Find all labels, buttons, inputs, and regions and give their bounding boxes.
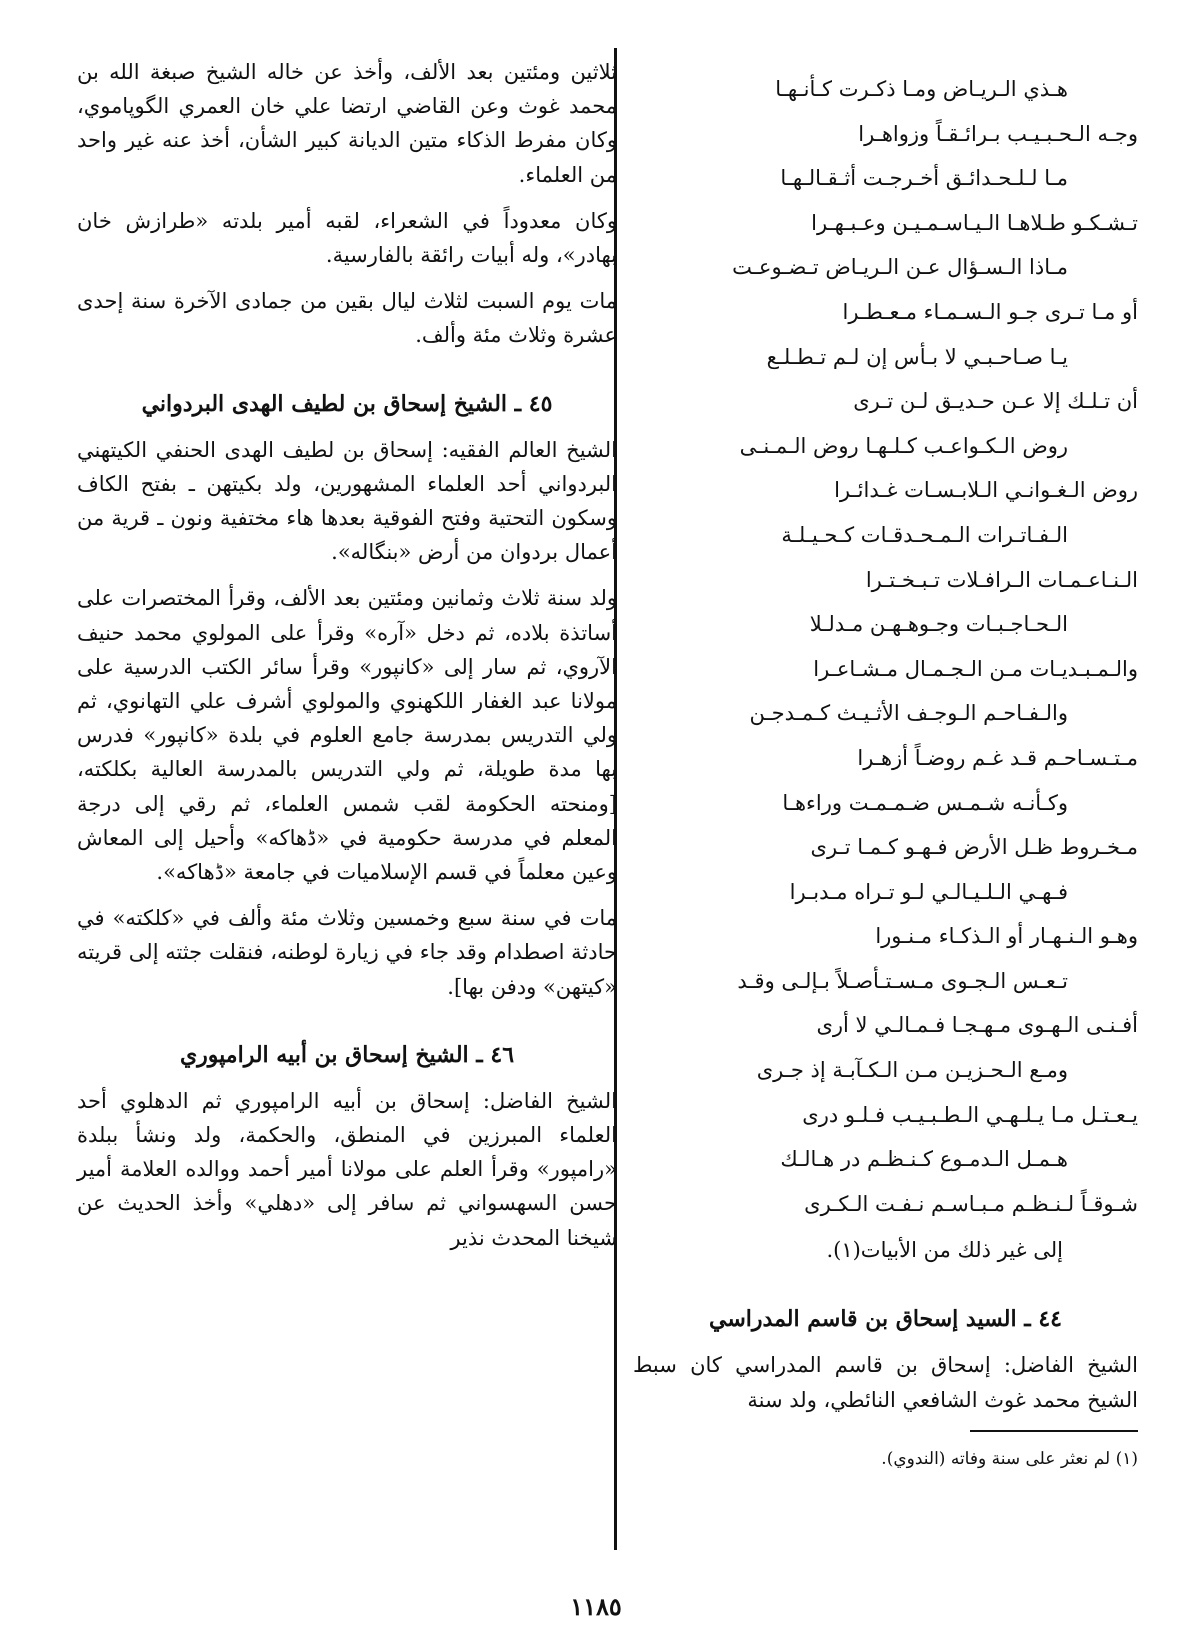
verse-line: الـحـاجـبـات وجـوهـهـن مـدلـلا — [809, 612, 1068, 637]
section-46-heading: ٤٦ ـ الشيخ إسحاق بن أبيه الرامپوري — [179, 1041, 515, 1068]
verse-line: وجـه الـحـبـيـب بـرائـقـاً وزواهـرا — [858, 121, 1138, 146]
verse-line: والـفـاحـم الـوجـف الأثـيـث كـمـدجـن — [749, 701, 1068, 726]
left-column — [77, 55, 617, 1267]
footnote-rule — [970, 1430, 1138, 1432]
verse-line: شـوقـاً لـنـظـم مـبـاسـم نـفـت الـكـرى — [804, 1191, 1138, 1216]
verse-line: والـمـبـديـات مـن الـجـمـال مـشـاعـرا — [813, 656, 1138, 681]
section-45-paragraph: مات في سنة سبع وخمسين وثلاث مئة وألف في «كلكته» في حادثة اصطدام وقد جاء في زيارة لوطنه، فنقلت جثته إلى قريته «كيتهن» ودفن بها]. — [77, 906, 617, 999]
verse-line: مـخـروط ظـل الأرض فـهـو كـمـا تـرى — [810, 835, 1138, 860]
verse-line: مـتـسـاحـم قـد غـم روضـاً أزهـرا — [857, 745, 1138, 770]
footnote: (١) لم نعثر على سنة وفاته (الندوي). — [881, 1449, 1138, 1469]
verses-tail: إلى غير ذلك من الأبيات(١). — [826, 1238, 1063, 1263]
verse-line: هـذي الـريـاض ومـا ذكـرت كـأنـهـا — [775, 77, 1068, 101]
section-46-text: الشيخ الفاضل: إسحاق بن أبيه الرامپوري ثم الدهلوي أحد العلماء المبرزين في المنطق، والحكمة، ولد ونشأ ببلدة «رامپور» وقرأ العلم على مولانا أمير أحمد ووالده العلامة أمير حسن السهسواني ثم سافر إلى «دهلي» وأخذ الحديث عن شيخنا المحدث نذير — [77, 1088, 617, 1250]
verse-line: روض الـكـواعـب كـلـهـا روض الـمـنـى — [739, 433, 1068, 458]
section-45-paragraph: ولد سنة ثلاث وثمانين ومئتين بعد الألف، وقرأ المختصرات على أساتذة بلاده، ثم دخل «آره» وقرأ على المولوي محمد حنيف الآروي، ثم سار إلى «كانپور» وقرأ سائر الكتب الدرسية على مولانا عبد الغفار اللكهنوي والمولوي أشرف علي التهانوي، ثم ولي التدريس بمدرسة جامع العلوم في بلدة «كانپور» فدرس بها مدة طويلة، ثم ولي التدريس بالمدرسة العالية بكلكته، [ومنحته الحكومة لقب شمس العلماء، ثم رقي إلى درجة المعلم في مدرسة حكومية في «ڈهاكه» وأحيل إلى المعاش وعين معلماً في قسم الإسلاميات في جامعة «ڈهاكه». — [77, 586, 617, 885]
verse-line: مـا لـلـحـدائـق أخـرجـت أثـقـالـهـا — [780, 166, 1068, 191]
verse-line: روض الـغـوانـي الـلابـسـات غـدائـرا — [834, 478, 1138, 503]
section-44-heading: ٤٤ ـ السيد إسحاق بن قاسم المدراسي — [709, 1306, 1062, 1333]
intro-paragraph: ثلاثين ومئتين بعد الألف، وأخذ عن خاله الشيخ صبغة الله بن محمد غوث وعن القاضي ارتضا علي خان العمري الگوپاموي، وكان مفرط الذكاء متين الديانة كبير الشأن، أخذ عنه غير واحد من العلماء. — [77, 60, 617, 187]
verse-line: تـشـكـو طـلاهـا الـيـاسـمـيـن وعـبـهـرا — [811, 210, 1138, 235]
intro-paragraph: وكان معدوداً في الشعراء، لقبه أمير بلدته «طرازش خان بهادر»، وله أبيات رائقة بالفارسية. — [77, 208, 617, 268]
verse-line: يـا صـاحـبـي لا بـأس إن لـم تـطـلـع — [766, 344, 1068, 369]
intro-paragraph: مات يوم السبت لثلاث ليال بقين من جمادى الآخرة سنة إحدى عشرة وثلاث مئة وألف. — [77, 289, 617, 348]
page-number: ١١٨٥ — [570, 1592, 622, 1621]
verse-line: فـهـي الـلـيـالـي لـو تـراه مـدبـرا — [789, 879, 1068, 904]
verse-line: الـفـاتـرات الـمـحـدقـات كـحـيـلـة — [781, 522, 1068, 547]
section-45-heading: ٤٥ ـ الشيخ إسحاق بن لطيف الهدى البردواني — [141, 390, 553, 417]
verse-line: هـمـل الـدمـوع كـنـظـم در هـالـك — [780, 1147, 1068, 1172]
verse-line: أو مـا تـرى جـو الـسـمـاء مـعـطـرا — [842, 299, 1138, 324]
poem — [633, 67, 1138, 1226]
section-44-text: الشيخ الفاضل: إسحاق بن قاسم المدراسي كان سبط الشيخ محمد غوث الشافعي النائطي، ولد سنة — [633, 1353, 1138, 1412]
verse-line: أفـنـى الـهـوى مـهـجـا فـمـالـي لا أرى — [816, 1013, 1138, 1038]
verse-line: وهـو الـنـهـار أو الـذكـاء مـنـورا — [875, 924, 1138, 949]
verse-line: وكـأنـه شـمـس ضـمـمـت وراءهـا — [782, 790, 1068, 815]
verse-line: مـاذا الـسـؤال عـن الـريـاض تـضـوعـت — [732, 255, 1068, 280]
verse-line: تـعـس الـجـوى مـسـتـأصـلاً بـإلـى وقـد — [737, 968, 1068, 993]
verse-line: ومـع الـحـزيـن مـن الـكـآبـة إذ جـرى — [756, 1058, 1068, 1083]
section-45-paragraph: الشيخ العالم الفقيه: إسحاق بن لطيف الهدى الحنفي الكيتهني البردواني أحد العلماء المشهورين، ولد بكيتهن ـ بفتح الكاف وسكون التحتية وفتح الفوقية بعدها هاء مختفية ونون ـ قرية من أعمال بردوان من أرض «بنگاله». — [77, 437, 617, 565]
verse-line: يـعـتـل مـا يـلـهـي الـطـبـيـب فـلـو درى — [802, 1102, 1138, 1127]
verse-line: الـنـاعـمـات الـرافـلات تـبـخـتـرا — [865, 567, 1138, 592]
verse-line: أن تـلـك إلا عـن حـديـق لـن تـرى — [853, 389, 1138, 414]
right-column — [633, 55, 1138, 1429]
